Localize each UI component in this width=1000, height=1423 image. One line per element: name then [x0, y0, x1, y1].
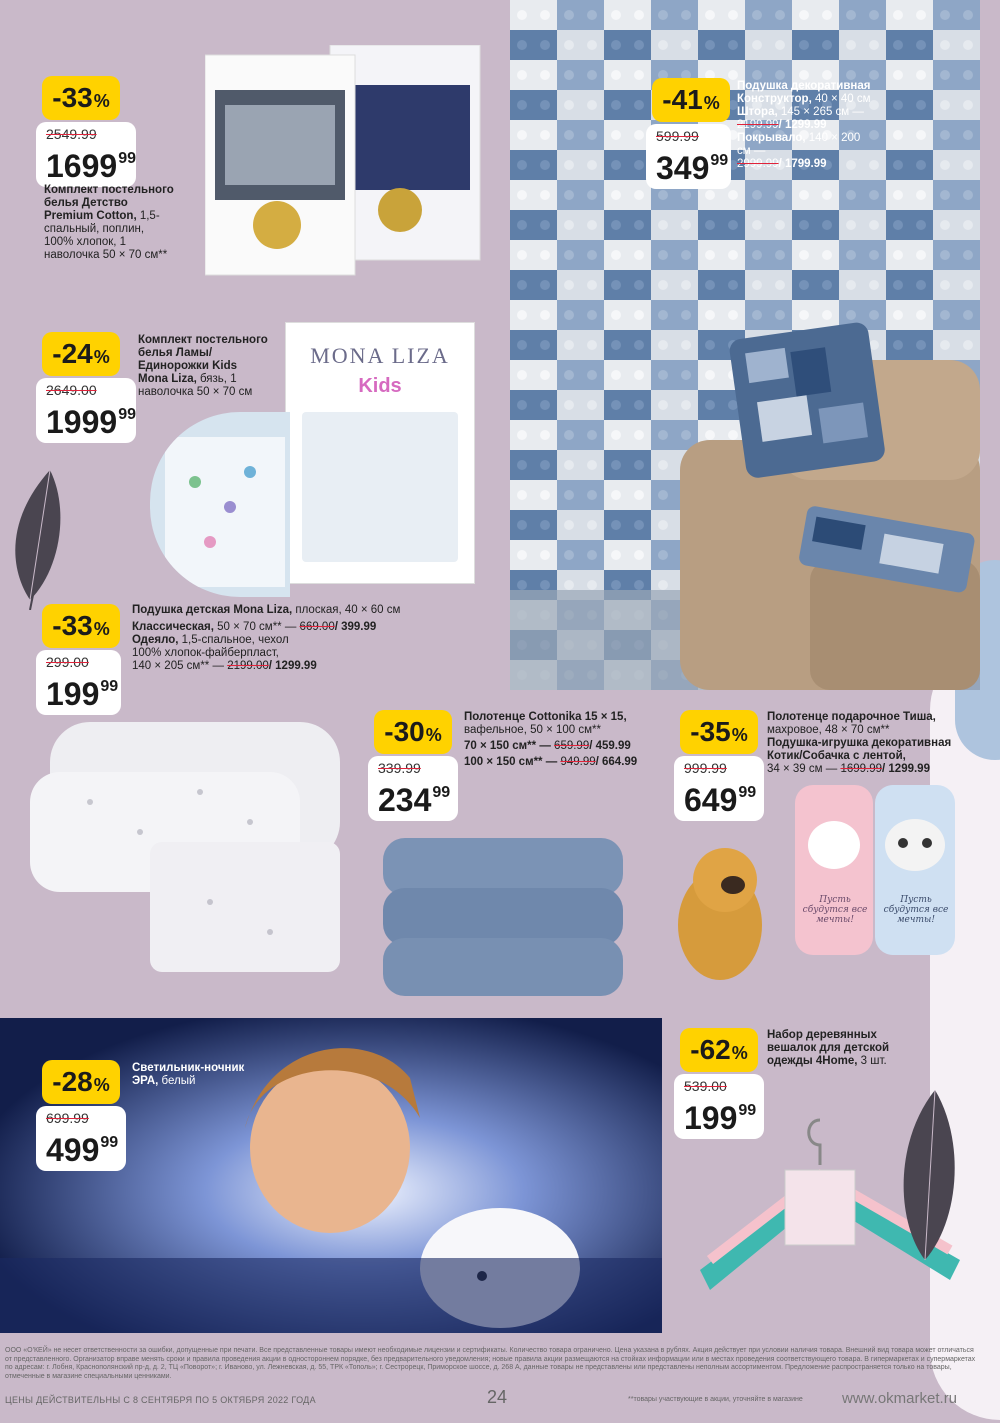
website-link[interactable]: www.okmarket.ru — [842, 1390, 958, 1407]
curtain-size: 145 × 265 см — — [777, 106, 864, 118]
product-description — [132, 1062, 252, 1088]
towel-pink-text: Пусть сбудутся все мечты! — [802, 895, 868, 925]
discount-badge — [680, 1028, 758, 1072]
footer-disclaimer: ООО «О'КЕЙ» не несет ответственности за ошибки, допущенные при печати. Все представленные товары имеют необходимые лицензии и сертификаты. Количество товара ограничено. Цена указана в рублях. Акция действует при условии наличия товара. Внешний вид товара может отличаться от представленного. Организатор вправе менять сроки и правила проведения акции в одностороннем порядке, без предварительного уведомления; новые правила акции размещаются на стойках информации или в местах проведения соответствующего товара. В гипермаркетах и супермаркетах по адресам: г. Лобня, Краснополянский пр-д, д. 2, ТЦ «Поворот»; г. Иваново, ул. Лежневская, д. 55, ТРК «Тополь»; г. Сестрорецк, Приморское шоссе, д. 268 А, данные товары не представлены или представлены неполным ассортиментом. Предложение распространяется только на товары, отмеченные в магазине специальными ценниками. — [5, 1347, 976, 1380]
old-price: 2649.00 — [46, 382, 97, 398]
product-title: Набор деревянных вешалок для детской одежды 4Home, — [767, 1029, 890, 1067]
bedspread-old-price: 2999.99 — [737, 158, 779, 170]
product-title: Полотенце Cottonika 15 × 15, — [464, 711, 627, 723]
curtain-old-price: 2199.99 — [737, 119, 779, 131]
decorative-leaf-icon — [890, 1080, 970, 1270]
blanket-new-price: / 1299.99 — [268, 660, 317, 672]
discount-value: -33 — [52, 82, 93, 113]
product-details: белый — [158, 1075, 196, 1087]
discount-value: -30 — [384, 716, 425, 747]
new-price — [46, 1126, 119, 1168]
new-price — [46, 142, 136, 184]
product-title: Комплект постельного белья Ламы/Единорожки Kids Mona Liza, — [138, 334, 268, 385]
new-price — [378, 776, 451, 818]
new-price — [46, 398, 136, 440]
product-description — [767, 1029, 892, 1068]
product-title: Комплект постельного белья Детство Premium Cotton, — [44, 184, 174, 222]
discount-pct: % — [93, 347, 110, 367]
discount-badge — [42, 76, 120, 120]
old-price: 999.99 — [684, 760, 727, 776]
product-description — [138, 334, 268, 399]
discount-pct: % — [703, 93, 720, 113]
product-details: плоская, 40 × 60 см — [292, 604, 401, 616]
classic-new-price: / 399.99 — [334, 621, 377, 633]
price-dec: 99 — [100, 678, 119, 695]
old-price: 699.99 — [46, 1110, 89, 1126]
price-int: 649 — [684, 782, 738, 818]
blanket-dims: 140 × 205 см** — — [132, 660, 228, 672]
blanket-label: Одеяло, — [132, 634, 179, 646]
size2-label: 70 × 150 см** — — [464, 740, 551, 752]
new-price — [46, 670, 119, 712]
price-dec: 99 — [118, 150, 136, 167]
new-price — [656, 144, 729, 186]
kids-bedding-photo — [150, 412, 290, 597]
discount-badge — [42, 332, 120, 376]
product-title: Полотенце подарочное Тиша, — [767, 711, 936, 723]
size2-new-price: / 459.99 — [589, 740, 631, 752]
discount-value: -62 — [690, 1034, 731, 1065]
blanket-material: 100% хлопок-файберпласт, — [132, 647, 279, 659]
price-int: 499 — [46, 1132, 100, 1168]
blanket-old-price: 2199.00 — [227, 660, 269, 672]
price-int: 199 — [684, 1100, 738, 1136]
footer-note: **товары участвующие в акции, уточняйте в магазине — [628, 1396, 803, 1403]
discount-badge — [680, 710, 758, 754]
old-price: 339.99 — [378, 760, 421, 776]
price-dec: 99 — [710, 152, 729, 169]
pillow-size: 40 × 40 см — [811, 93, 871, 105]
price-int: 1999 — [46, 404, 118, 440]
curtain-label: Штора, — [737, 106, 778, 118]
price-int: 199 — [46, 676, 100, 712]
discount-badge — [42, 604, 120, 648]
price-box — [36, 378, 136, 443]
product-details: бязь, 1 наволочка 50 × 70 см — [138, 373, 253, 398]
blanket-photo — [30, 712, 340, 982]
size3-label: 100 × 150 см** — — [464, 756, 558, 768]
discount-value: -41 — [662, 84, 703, 115]
page-number: 24 — [487, 1387, 508, 1407]
product-title: Подушка детская Mona Liza, — [132, 604, 293, 616]
old-price: 299.00 — [46, 654, 89, 670]
product-description — [464, 711, 654, 769]
toy-pillow-size: 34 × 39 см — — [767, 763, 841, 775]
product-title: Светильник-ночник ЭРА, — [132, 1062, 245, 1087]
toy-pillow-old-price: 1699.99 — [840, 763, 883, 775]
product-description — [44, 184, 174, 262]
discount-badge — [42, 1060, 120, 1104]
discount-value: -24 — [52, 338, 93, 369]
discount-value: -33 — [52, 610, 93, 641]
bedspread-new-price: / 1799.99 — [778, 158, 827, 170]
footer-validity: ЦЕНЫ ДЕЙСТВИТЕЛЬНЫ С 8 СЕНТЯБРЯ ПО 5 ОКТЯБРЯ 2022 ГОДА — [5, 1395, 316, 1405]
product-details: 1,5-спальный, поплин, 100% хлопок, 1 наволочка 50 × 70 см** — [44, 210, 168, 261]
price-int: 234 — [378, 782, 432, 818]
price-box — [36, 1106, 126, 1171]
box-photo — [302, 412, 458, 562]
toy-pillow-label: Подушка-игрушка декоративная Котик/Собачка с лентой, — [767, 737, 952, 762]
price-int: 349 — [656, 150, 710, 186]
discount-badge — [374, 710, 452, 754]
discount-pct: % — [425, 725, 442, 745]
classic-old-price: 669.00 — [299, 621, 335, 633]
size3-old-price: 949.99 — [560, 756, 596, 768]
discount-badge — [652, 78, 730, 122]
discount-pct: % — [731, 1043, 748, 1063]
classic-label: Классическая, — [132, 621, 214, 633]
bedding-boxes-photo — [205, 45, 490, 280]
price-box — [368, 756, 458, 821]
discount-value: -35 — [690, 716, 731, 747]
decorative-leaf-icon — [0, 460, 80, 610]
size2-old-price: 659.99 — [554, 740, 590, 752]
product-description — [767, 711, 957, 776]
price-dec: 99 — [118, 406, 136, 423]
gift-towels-photo — [675, 785, 975, 1000]
price-dec: 99 — [100, 1134, 119, 1151]
discount-pct: % — [93, 91, 110, 111]
product-description — [737, 80, 877, 171]
blanket-size: 1,5-спальное, чехол — [178, 634, 289, 646]
discount-pct: % — [93, 1075, 110, 1095]
product-details: 3 шт. — [857, 1055, 887, 1067]
price-int: 1699 — [46, 148, 118, 184]
price-dec: 99 — [738, 1102, 757, 1119]
discount-pct: % — [731, 725, 748, 745]
toy-pillow-new-price: / 1299.99 — [882, 763, 930, 775]
discount-value: -28 — [52, 1066, 93, 1097]
old-price: 539.00 — [684, 1078, 727, 1094]
towel-blue-text: Пусть сбудутся все мечты! — [883, 895, 949, 925]
brand-logo: MONA LIZA — [310, 343, 450, 368]
discount-pct: % — [93, 619, 110, 639]
bedspread-size: 140 × 200 см — — [737, 132, 861, 157]
product-title: Подушка декоративная — [737, 80, 871, 92]
towels-photo — [378, 838, 628, 998]
product-details: махровое, 48 × 70 см** — [767, 724, 890, 736]
product-description — [132, 604, 422, 673]
classic-size: 50 × 70 см** — — [213, 621, 300, 633]
price-dec: 99 — [432, 784, 451, 801]
brand-kids-logo: Kids — [358, 375, 402, 397]
curtain-new-price: / 1299.99 — [778, 119, 827, 131]
old-price: 2549.99 — [46, 126, 97, 142]
size3-new-price: / 664.99 — [595, 756, 638, 768]
mona-liza-box — [285, 322, 475, 584]
price-box — [36, 122, 136, 187]
pillow-label: Конструктор, — [737, 93, 812, 105]
price-dec: 99 — [738, 784, 757, 801]
bedspread-label: Покрывало, — [737, 132, 806, 144]
product-details: вафельное, 50 × 100 см** — [464, 724, 601, 736]
old-price: 599.99 — [656, 128, 699, 144]
price-box — [646, 124, 731, 189]
price-box — [36, 650, 121, 715]
